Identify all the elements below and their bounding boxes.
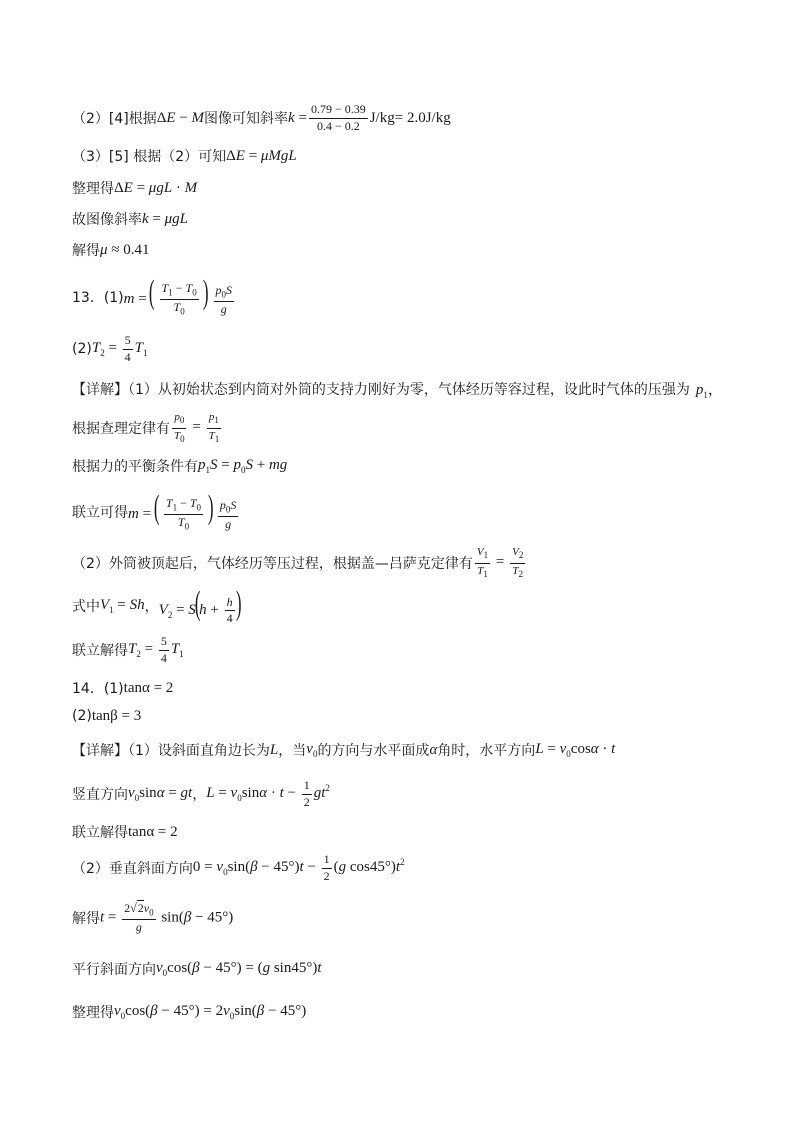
line-text: 根据力的平衡条件有 — [72, 459, 198, 475]
formula: $v_0\sin\alpha$ = gt — [128, 785, 193, 803]
formula: t = $\frac{2√2v_0}{g}$ sin(β − 45°) — [100, 900, 234, 935]
formula: α — [429, 741, 438, 758]
formula: $L = v_0\cos\alpha \cdot t$ — [535, 741, 616, 759]
formula: ΔE = μgL · M — [114, 179, 198, 196]
formula: $v_0$ — [306, 741, 318, 759]
line-text: 角时，水平方向 — [437, 743, 536, 759]
solution-line-10 — [72, 444, 287, 488]
line-text: ，当 — [278, 743, 307, 759]
solution-line-23 — [72, 990, 306, 1034]
explanation-14-2 — [72, 846, 405, 890]
line-text: 联立解得 — [72, 825, 128, 841]
answer-13-2 — [72, 327, 148, 371]
formula: tanβ = 3 — [91, 707, 142, 724]
line-text: 式中 — [72, 599, 100, 615]
fraction: $\frac{0.79 - 0.39}{0.4 - 0.2}$ — [310, 102, 366, 133]
solution-line-11 — [72, 490, 240, 534]
solution-line-5 — [72, 228, 150, 272]
explanation-13-2 — [72, 541, 527, 585]
solution-line-21 — [72, 896, 233, 940]
formula: $0 = v_0\sin(\beta - 45^\circ)t$ − $\frac{1}{2}$ (g $\cos 45^\circ)t^2$ — [192, 852, 405, 883]
formula: L — [269, 741, 279, 758]
answer-13-1 — [72, 275, 236, 319]
line-text: (2) — [72, 341, 92, 357]
formula: k = μgL — [142, 210, 189, 227]
formula: ΔE − M — [156, 109, 205, 126]
line-text: （3）[5] 根据（2）可知 — [72, 149, 227, 165]
formula: $L = v_0\sin\alpha \cdot t$ − $\frac{1}{2}$ $gt^2$ — [206, 778, 330, 809]
line-text: 【详解】（1）从初始状态到内筒对外筒的支持力刚好为零，气体经历等容过程，设此时气体的压强为 — [72, 382, 690, 398]
line-text: 整理得 — [72, 1005, 114, 1021]
unit: J/kg — [369, 109, 395, 126]
separator: ， — [144, 599, 159, 615]
solution-line-13 — [72, 584, 240, 628]
solution-line-22 — [72, 947, 322, 991]
explanation-13-1 — [72, 367, 723, 411]
formula: $p_1$， — [695, 382, 723, 400]
line-text: （2）[4]根据 — [72, 111, 157, 127]
line-text: 故图像斜率 — [72, 212, 142, 228]
line-text: 整理得 — [72, 181, 114, 197]
formula: m = ( $\frac{T_1 - T_0}{T_0}$ ) $\frac{p_0S}{g}$ — [128, 489, 237, 532]
line-text: （2）外筒被顶起后，气体经历等压过程，根据盖—吕萨克定律有 — [72, 556, 473, 572]
formula: $V_2 = S(h$ + $\frac{h}{4}$ ) — [158, 584, 242, 625]
line-text: （2）垂直斜面方向 — [72, 861, 193, 877]
line-text: 平行斜面方向 — [72, 962, 156, 978]
line-text: 解得 — [72, 911, 100, 927]
formula: $T_2$ = $\frac{5}{4}$ $T_1$ — [128, 634, 184, 665]
formula: $v_0\cos(\beta - 45^\circ) = 2v_0\sin(\beta - 45^\circ)$ — [114, 1003, 307, 1021]
formula: k = — [288, 109, 307, 126]
line-text: 联立可得 — [72, 505, 128, 521]
line-text: 解得 — [72, 243, 100, 259]
formula: $v_0\cos(\beta - 45^\circ) = (g$ sin45°)t — [156, 960, 322, 978]
formula: $\frac{p_0}{T_0}$ = $\frac{p_1}{T_1}$ — [174, 411, 220, 444]
explanation-14-1 — [72, 728, 615, 772]
formula: $V_1 = Sh$ — [100, 597, 145, 615]
result: = 2.0J/kg — [394, 109, 451, 126]
line-text: 联立解得 — [72, 643, 128, 659]
formula: tanα = 2 — [123, 679, 174, 696]
line-text: 的方向与水平面成 — [317, 743, 430, 759]
formula: tanα = 2 — [128, 823, 178, 840]
formula: ΔE = μMgL — [226, 147, 297, 164]
separator: ， — [192, 787, 207, 803]
line-text: (2) — [72, 708, 92, 724]
line-text: 根据查理定律有 — [72, 421, 170, 437]
formula: $T_2$ = $\frac{5}{4}$ $T_1$ — [91, 333, 148, 364]
line-text: 13．(1) — [72, 290, 124, 306]
formula: m = ( $\frac{T_1 - T_0}{T_0}$ ) $\frac{p_0S}{g}$ — [123, 274, 233, 317]
formula: μ ≈ 0.41 — [100, 241, 150, 258]
line-text: 图像可知斜率 — [204, 111, 289, 127]
line-text: 竖直方向 — [72, 787, 128, 803]
formula: $\frac{V_1}{T_1}$ = $\frac{V_2}{T_2}$ — [476, 546, 524, 579]
line-text: 14．(1) — [72, 681, 124, 697]
line-text: 【详解】（1）设斜面直角边长为 — [72, 743, 270, 759]
formula: $p_1S = p_0S$ + mg — [198, 457, 288, 475]
